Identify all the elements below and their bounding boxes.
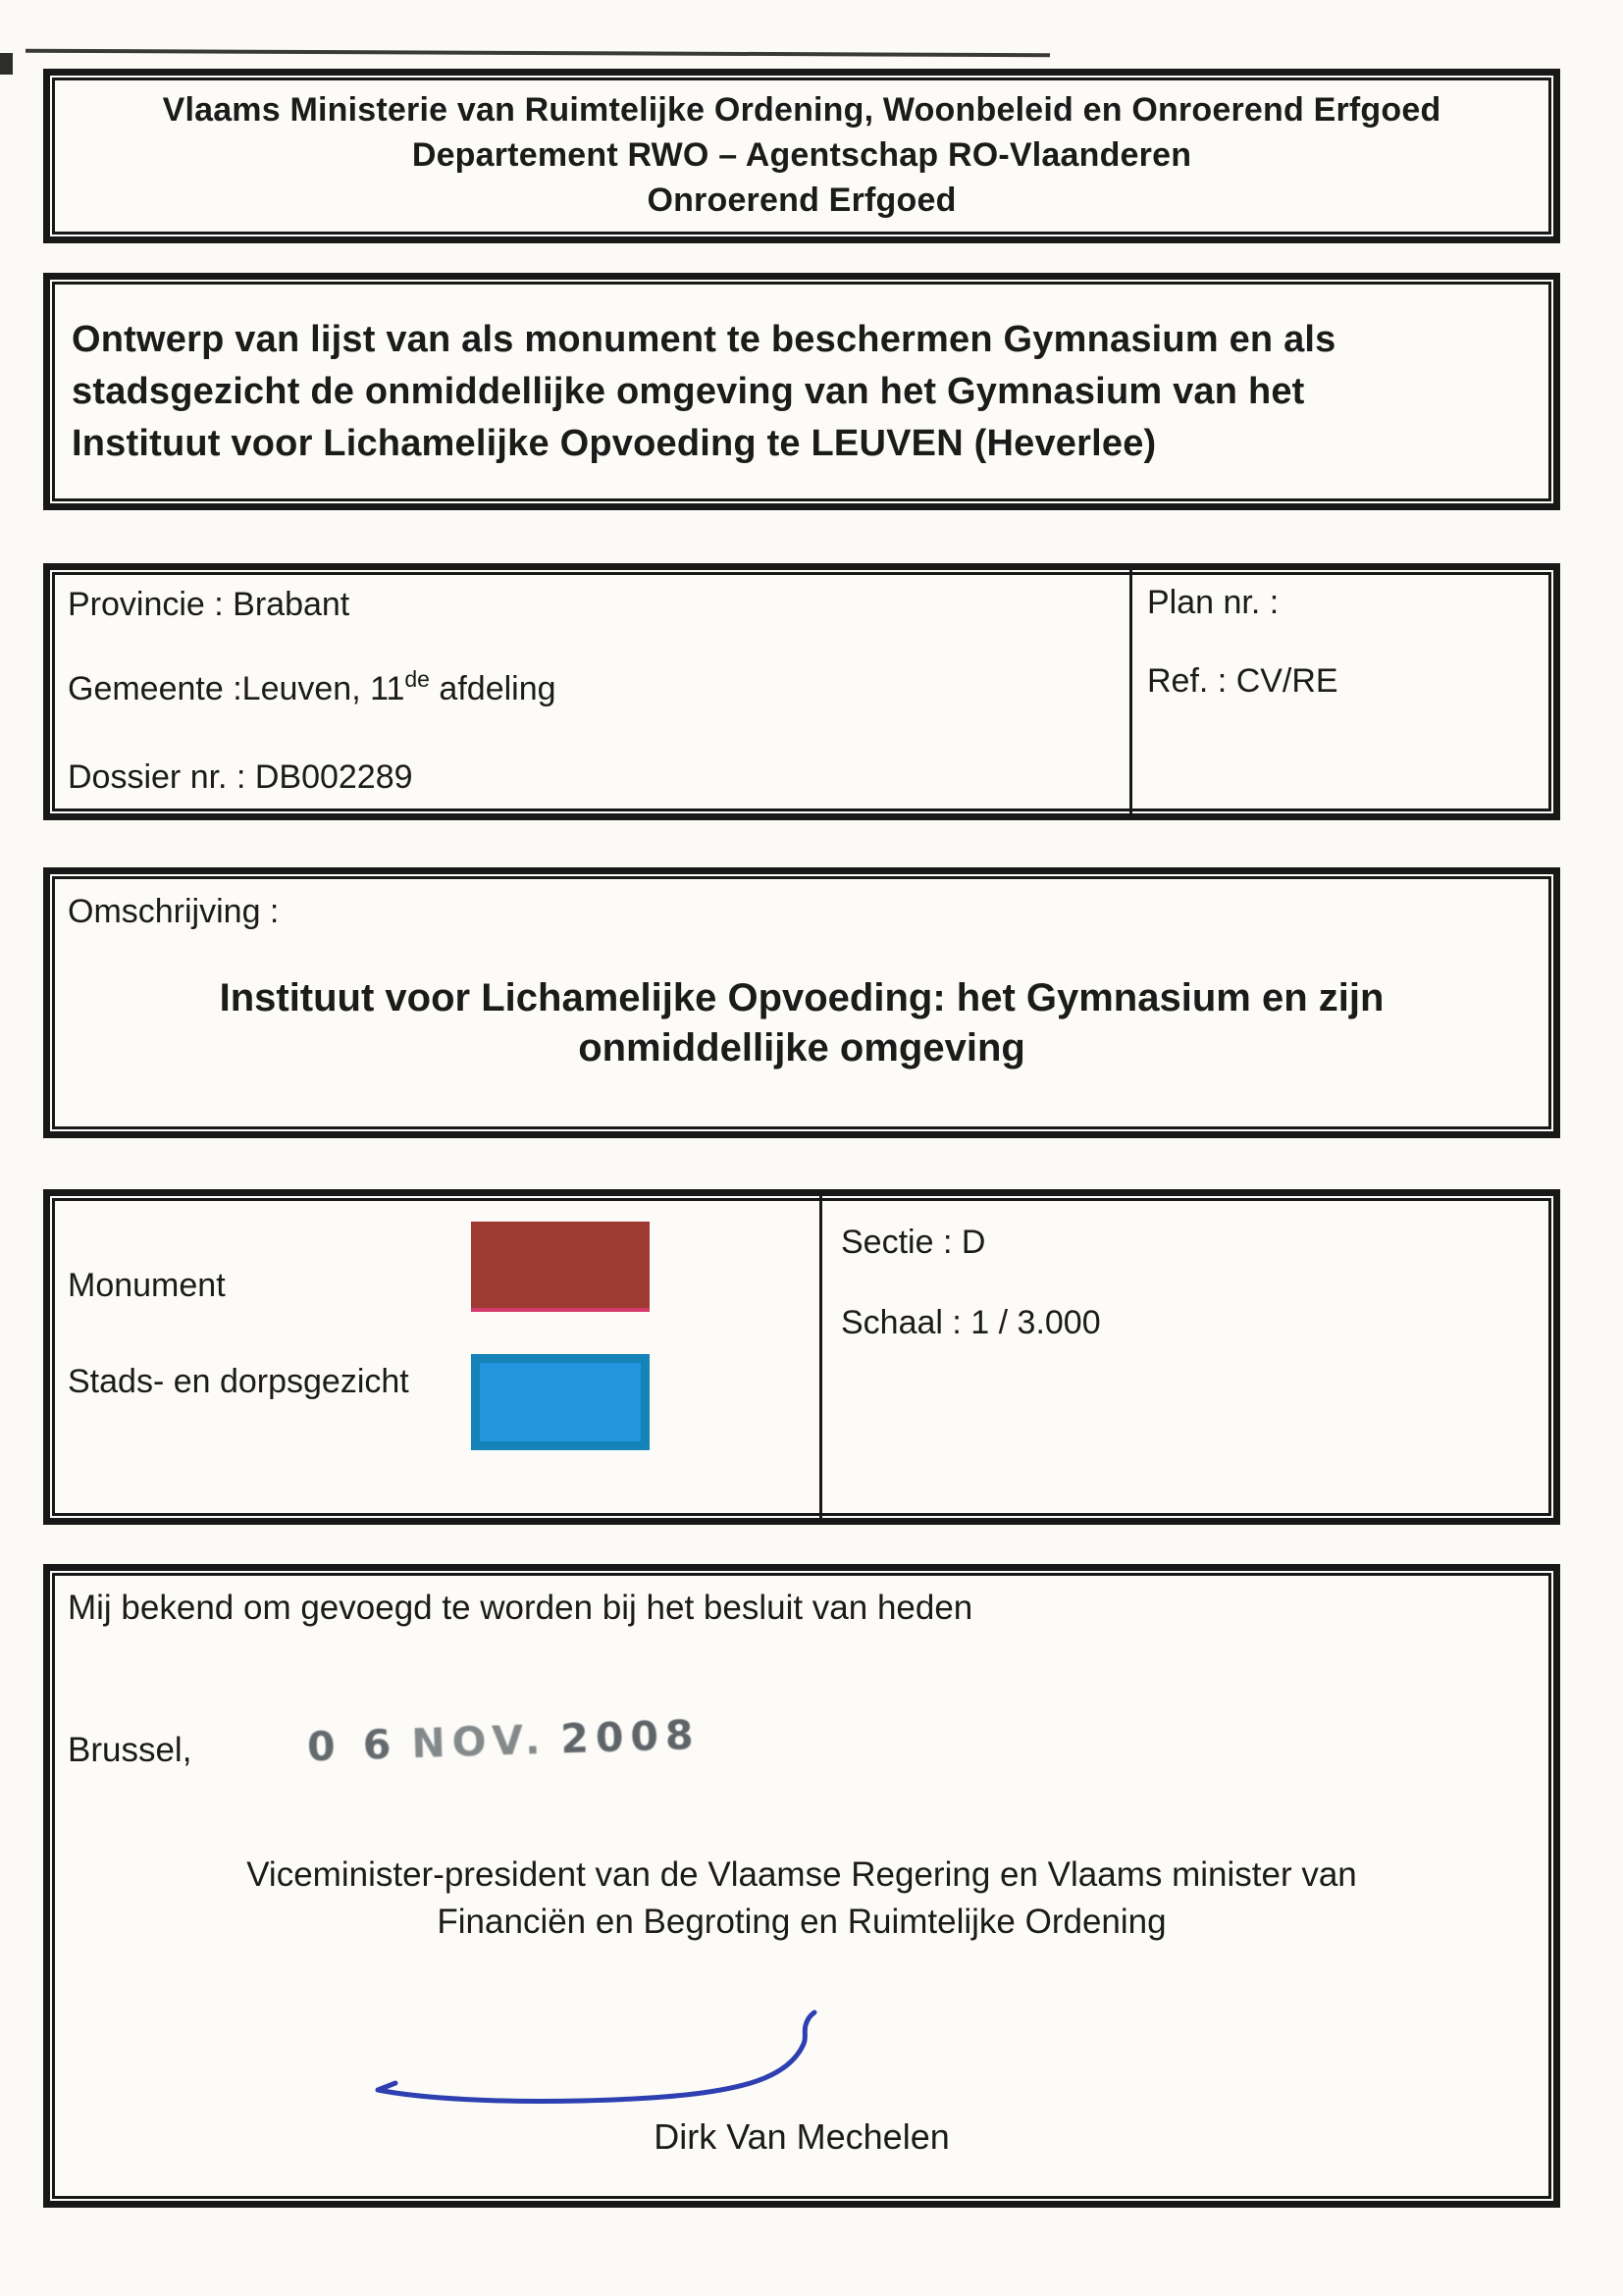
decree-title-line-1: Ontwerp van lijst van als monument te beschermen Gymnasium en als: [72, 319, 1336, 360]
agency-name: Onroerend Erfgoed: [647, 182, 957, 219]
stamp-month: NOV.: [410, 1715, 549, 1768]
stamp-year: 2008: [559, 1710, 702, 1763]
monument-swatch: [471, 1222, 650, 1312]
gemeente-field: [68, 666, 556, 708]
schaal-field: Schaal : 1 / 3.000: [841, 1304, 1101, 1341]
date-stamp: [306, 1711, 714, 1771]
gemeente-suffix: afdeling: [429, 670, 556, 707]
sectie-field: Sectie : D: [841, 1224, 986, 1261]
dossier-field: Dossier nr. : DB002289: [68, 758, 413, 796]
decree-title-box: [43, 273, 1560, 510]
ministry-name: Vlaams Ministerie van Ruimtelijke Ordening, Woonbeleid en Onroerend Erfgoed: [162, 91, 1441, 129]
omschrijving-box: [43, 867, 1560, 1138]
decree-title-line-3: Instituut voor Lichamelijke Opvoeding te LEUVEN (Heverlee): [72, 423, 1157, 464]
minister-title-line-1: Viceminister-president van de Vlaamse Regering en Vlaams minister van: [246, 1855, 1357, 1894]
scan-artifact-left-blob: [0, 53, 13, 75]
gemeente-prefix: Gemeente :Leuven, 11: [68, 670, 405, 707]
signer-name: Dirk Van Mechelen: [654, 2116, 950, 2157]
signature-box: [43, 1564, 1560, 2208]
scan-artifact-top-line: [26, 49, 1050, 58]
omschrijving-title-line-1: Instituut voor Lichamelijke Opvoeding: het Gymnasium en zijn: [219, 976, 1385, 1019]
department-name: Departement RWO – Agentschap RO-Vlaanderen: [411, 136, 1192, 174]
info-box: [43, 563, 1560, 820]
decree-title-line-2: stadsgezicht de onmiddellijke omgeving van het Gymnasium van het: [72, 371, 1305, 412]
signature-stroke: [378, 2012, 814, 2102]
signature: [364, 2009, 860, 2107]
legend-box: [43, 1189, 1560, 1525]
gemeente-superscript: de: [404, 666, 430, 692]
legend-box-divider: [819, 1196, 822, 1518]
ref-field: Ref. : CV/RE: [1147, 662, 1338, 700]
stamp-day: 0 6: [306, 1720, 399, 1771]
monument-label: Monument: [68, 1267, 226, 1304]
header-box: [43, 69, 1560, 243]
plan-field: Plan nr. :: [1147, 584, 1280, 621]
omschrijving-title-line-2: onmiddellijke omgeving: [578, 1026, 1025, 1070]
city-label: Brussel,: [68, 1731, 192, 1769]
province-field: Provincie : Brabant: [68, 586, 350, 623]
info-box-divider: [1129, 570, 1132, 813]
stadsgezicht-label: Stads- en dorpsgezicht: [68, 1363, 409, 1400]
known-statement: Mij bekend om gevoegd te worden bij het besluit van heden: [68, 1589, 973, 1627]
minister-title-line-2: Financiën en Begroting en Ruimtelijke Ordening: [437, 1903, 1167, 1941]
omschrijving-label: Omschrijving :: [68, 893, 280, 930]
stadsgezicht-swatch: [471, 1354, 650, 1450]
